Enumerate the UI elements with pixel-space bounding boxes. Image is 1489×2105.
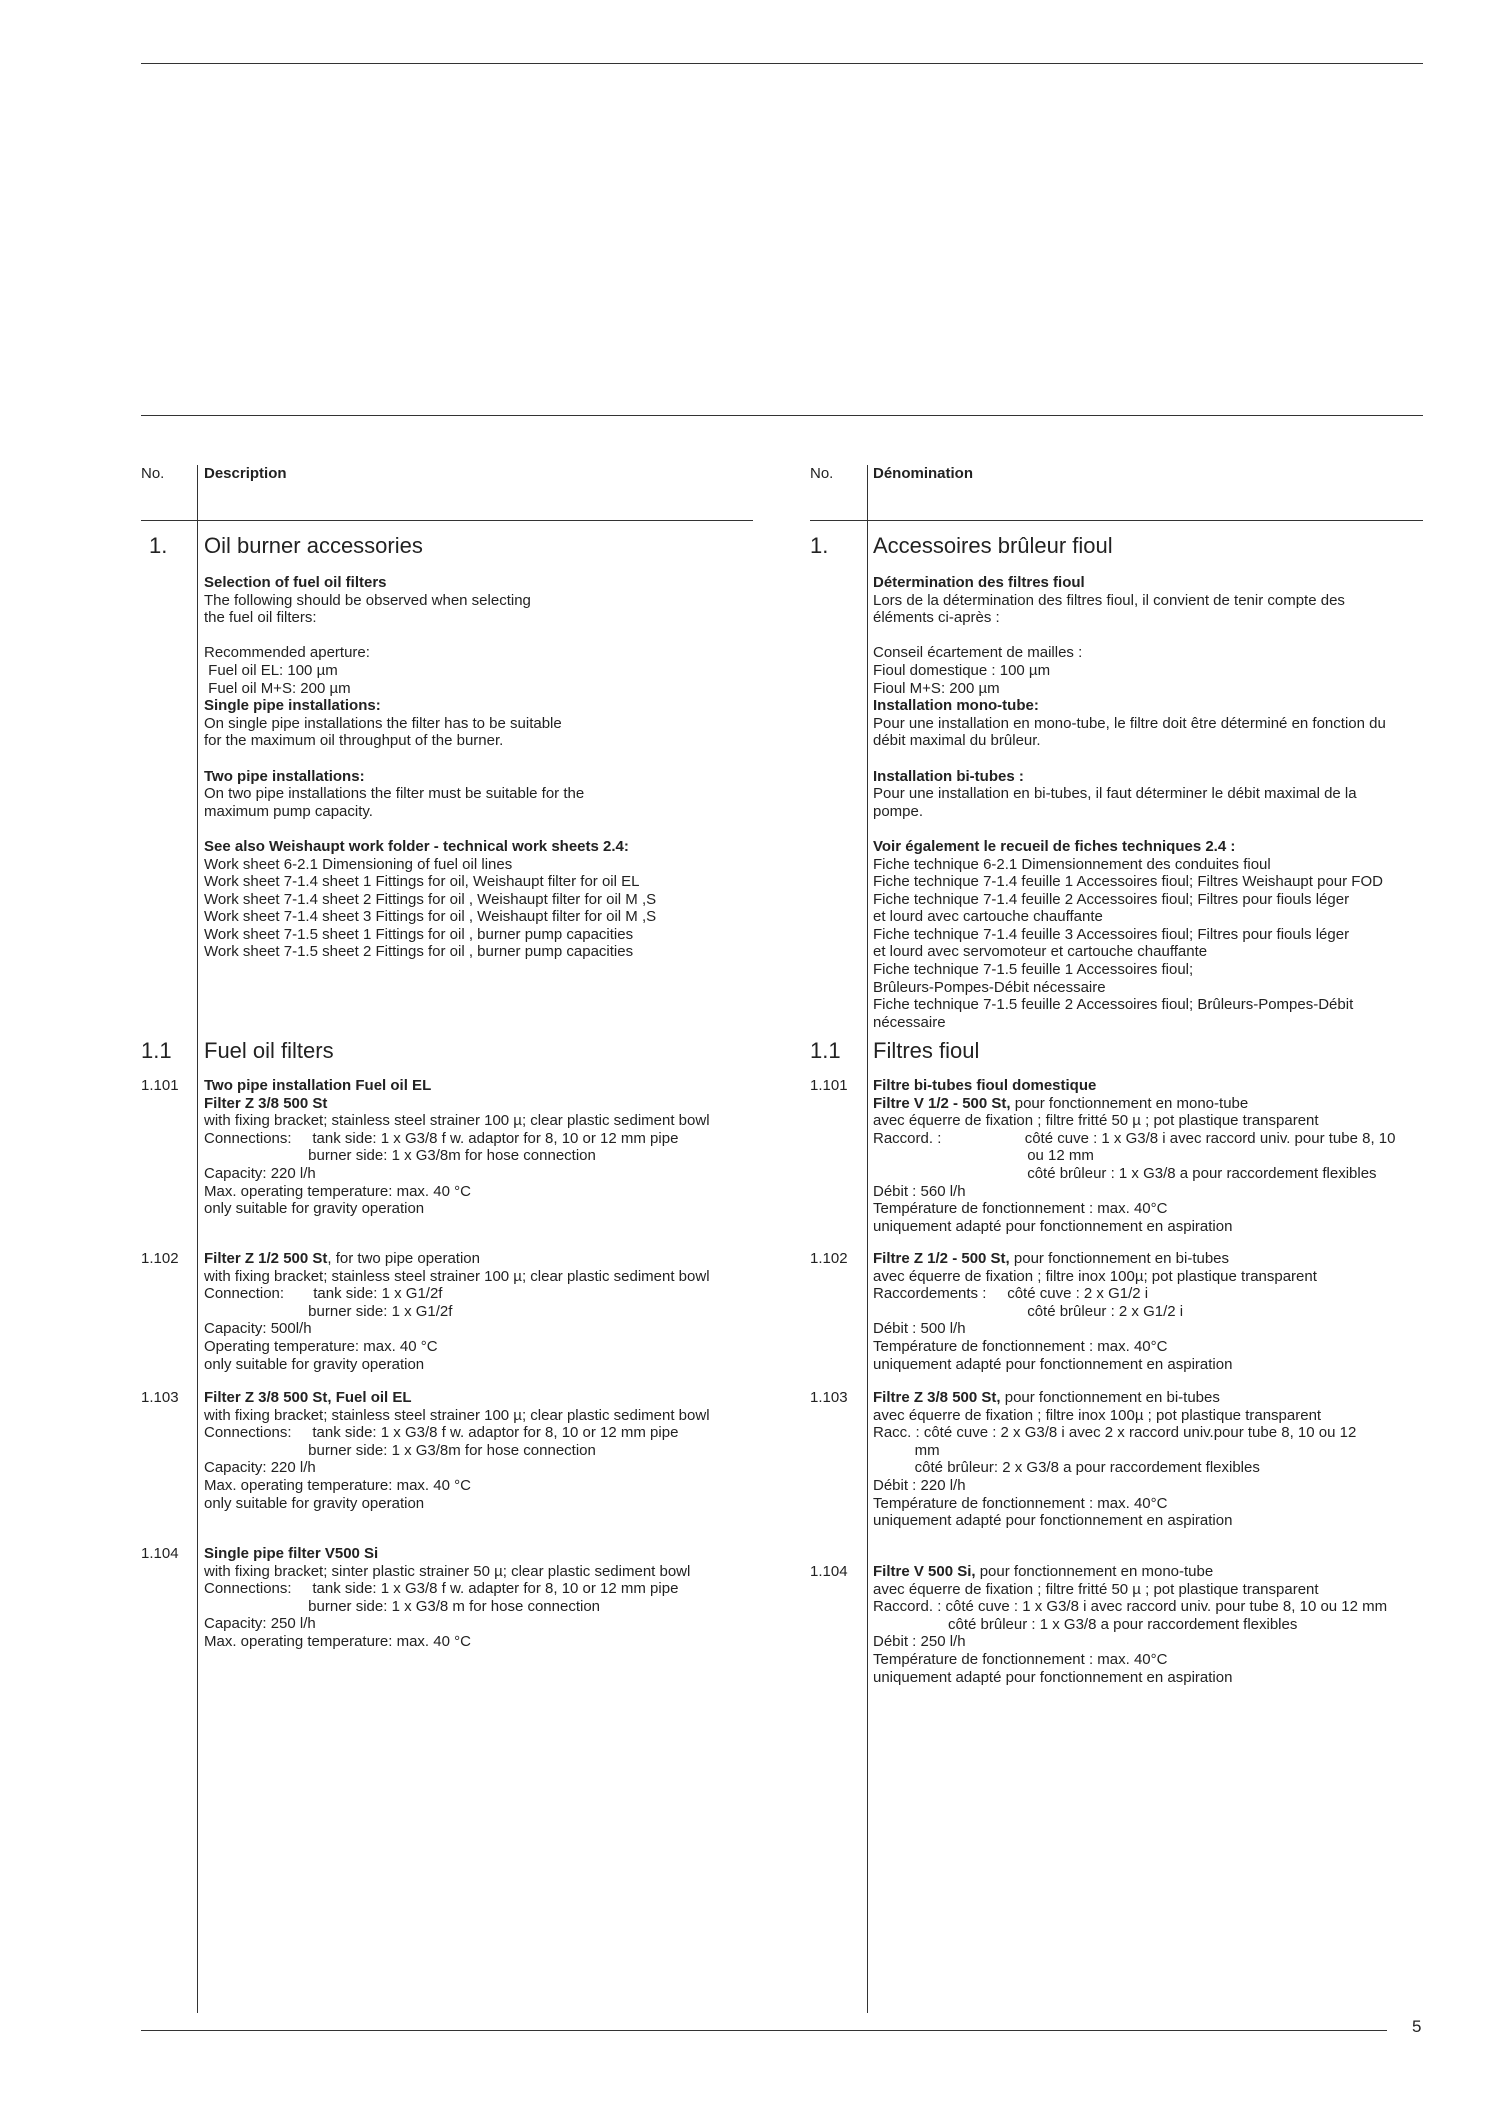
text-line [873,1495,1356,1513]
line-text: Work sheet 7-1.5 sheet 1 Fittings for oil , burner pump capacities [204,925,634,943]
line-text: Débit : 250 l/h [873,1633,966,1651]
line-text: burner side: 1 x G3/8 m for hose connection [204,1597,601,1615]
line-text: maximum pump capacity. [204,802,373,820]
fr-section1-body [873,574,1386,1031]
line-text: On two pipe installations the filter must be suitable for the [204,785,585,803]
text-line [204,1303,710,1321]
en-item-body [204,1389,710,1512]
line-text: Capacity: 220 l/h [204,1459,316,1477]
en-item-body [204,1250,710,1373]
text-line [204,715,656,733]
text-line [873,1014,1386,1032]
fr-section1-title: Accessoires brûleur fioul [873,533,1113,558]
text-line [873,1424,1356,1442]
text-line [204,838,656,856]
fr-item-number: 1.101 [810,1077,848,1094]
en-section2-number: 1.1 [141,1038,172,1063]
line-text: éléments ci-après : [873,609,1000,627]
text-line [873,1200,1395,1218]
line-text: with fixing bracket; sinter plastic strainer 50 µ; clear plastic sediment bowl [204,1562,691,1580]
line-text: côté brûleur : 1 x G3/8 a pour raccordement flexibles [873,1164,1377,1182]
bold-text: Détermination des filtres fioul [873,574,1085,591]
text-line [873,627,1386,645]
line-text: Raccordements : côté cuve : 2 x G1/2 i [873,1285,1149,1303]
text-line [873,697,1386,715]
top-rule [141,63,1423,64]
text-line [204,1320,710,1338]
text-line [204,1356,710,1374]
line-text: Connections: tank side: 1 x G3/8 f w. adapter for 8, 10 or 12 mm pipe [204,1580,679,1598]
line-text: Raccord. : côté cuve : 1 x G3/8 i avec raccord univ. pour tube 8, 10 ou 12 mm [873,1598,1388,1616]
text-line [873,1303,1317,1321]
line-text: Capacity: 250 l/h [204,1615,316,1633]
line-text: with fixing bracket; stainless steel strainer 100 µ; clear plastic sediment bowl [204,1406,710,1424]
en-item-body [204,1077,710,1218]
fr-item-body [873,1250,1317,1373]
text-line [873,873,1386,891]
text-line [873,1077,1395,1095]
text-line [204,697,656,715]
fr-header-denomination: Dénomination [873,465,973,482]
line-text: Lors de la détermination des filtres fioul, il convient de tenir compte des [873,591,1345,609]
left-column-divider [197,465,198,2013]
bold-text: Single pipe filter V500 Si [204,1545,379,1562]
line-text: Conseil écartement de mailles : [873,644,1083,662]
text-line [873,644,1386,662]
text-line [204,908,656,926]
text-line [873,715,1386,733]
text-line [204,768,656,786]
en-item-number: 1.101 [141,1077,179,1094]
bold-text: Filtre V 1/2 - 500 St, [873,1094,1011,1112]
text-line [873,1250,1317,1268]
text-line [873,1338,1317,1356]
text-line [873,750,1386,768]
text-line [204,1183,710,1201]
text-line [204,1615,690,1633]
fr-item-number: 1.104 [810,1563,848,1580]
line-text: Work sheet 7-1.4 sheet 2 Fittings for oil , Weishaupt filter for oil M ,S [204,890,657,908]
text-line [873,1442,1356,1460]
text-line [873,680,1386,698]
line-text: burner side: 1 x G3/8m for hose connection [204,1147,596,1165]
text-line [873,943,1386,961]
line-text: avec équerre de fixation ; filtre inox 100µ ; pot plastique transparent [873,1406,1322,1424]
text-line [204,873,656,891]
fr-item-number: 1.103 [810,1389,848,1406]
bold-text: Selection of fuel oil filters [204,574,387,591]
line-text: Racc. : côté cuve : 2 x G3/8 i avec 2 x raccord univ.pour tube 8, 10 ou 12 [873,1424,1357,1442]
text-line [873,1285,1317,1303]
line-text: et lourd avec servomoteur et cartouche chauffante [873,943,1208,961]
text-line [873,926,1386,944]
text-line [204,1563,690,1581]
text-line [204,785,656,803]
line-text: Capacity: 500l/h [204,1320,312,1338]
bold-text: Filtre bi-tubes fioul domestique [873,1077,1097,1094]
text-line [873,1112,1395,1130]
line-text: Max. operating temperature: max. 40 °C [204,1632,471,1650]
line-text: pour fonctionnement en mono-tube [975,1563,1214,1580]
line-text: Work sheet 6-2.1 Dimensioning of fuel oil lines [204,855,513,873]
line-text: Fioul M+S: 200 µm [873,679,1000,697]
line-text: Température de fonctionnement : max. 40°C [873,1200,1168,1218]
line-text: , for two pipe operation [327,1250,480,1267]
text-line [873,1218,1395,1236]
text-line [204,732,656,750]
line-text: avec équerre de fixation ; filtre fritté 50 µ ; pot plastique transparent [873,1112,1319,1130]
fr-section1-number: 1. [810,533,829,558]
bold-text: Voir également le recueil de fiches techniques 2.4 : [873,837,1236,855]
line-text: Pour une installation en bi-tubes, il faut déterminer le débit maximal de la [873,785,1357,803]
line-text: pompe. [873,802,924,820]
text-line [873,1320,1317,1338]
text-line [204,1200,710,1218]
line-text: burner side: 1 x G1/2f [204,1302,453,1320]
text-line [204,1459,710,1477]
line-text: Fiche technique 7-1.4 feuille 3 Accessoires fioul; Filtres pour fiouls léger [873,925,1350,943]
text-line [873,662,1386,680]
line-text: pour fonctionnement en bi-tubes [1000,1389,1220,1406]
text-line [873,1407,1356,1425]
line-text: nécessaire [873,1013,946,1031]
text-line [873,838,1386,856]
line-text: avec équerre de fixation ; filtre fritté 50 µ ; pot plastique transparent [873,1580,1319,1598]
line-text: côté brûleur : 2 x G1/2 i [873,1302,1184,1320]
line-text: Température de fonctionnement : max. 40°C [873,1494,1168,1512]
text-line [873,1616,1387,1634]
header-bottom-rule-left [141,520,753,521]
text-line [873,1389,1356,1407]
line-text: Fiche technique 7-1.4 feuille 1 Accessoires fioul; Filtres Weishaupt pour FOD [873,873,1383,891]
line-text: Operating temperature: max. 40 °C [204,1337,438,1355]
text-line [873,1095,1395,1113]
text-line [204,1077,710,1095]
text-line [204,1495,710,1513]
fr-item-body [873,1389,1356,1530]
line-text: Fioul domestique : 100 µm [873,661,1051,679]
text-line [204,1442,710,1460]
en-item-number: 1.103 [141,1389,179,1406]
fr-item-number: 1.102 [810,1250,848,1267]
line-text: for the maximum oil throughput of the burner. [204,732,504,750]
text-line [873,785,1386,803]
text-line [873,996,1386,1014]
line-text: mm [873,1441,940,1459]
line-text: Connections: tank side: 1 x G3/8 f w. adaptor for 8, 10 or 12 mm pipe [204,1129,679,1147]
line-text: uniquement adapté pour fonctionnement en aspiration [873,1512,1233,1530]
text-line [873,1459,1356,1477]
line-text: Work sheet 7-1.4 sheet 3 Fittings for oil , Weishaupt filter for oil M ,S [204,908,657,926]
bold-text: Two pipe installation Fuel oil EL [204,1077,432,1094]
line-text: burner side: 1 x G3/8m for hose connection [204,1441,596,1459]
line-text: Fiche technique 6-2.1 Dimensionnement des conduites fioul [873,855,1271,873]
text-line [204,1130,710,1148]
text-line [204,1112,710,1130]
text-line [204,592,656,610]
line-text: Pour une installation en mono-tube, le filtre doit être déterminé en fonction du [873,714,1386,732]
header-bottom-rule-right [810,520,1423,521]
text-line [873,979,1386,997]
bold-text: Filtre Z 3/8 500 St, [873,1389,1001,1406]
bold-text: Two pipe installations: [204,767,365,785]
line-text: uniquement adapté pour fonctionnement en aspiration [873,1217,1233,1235]
text-line [873,803,1386,821]
line-text: only suitable for gravity operation [204,1355,425,1373]
line-text: Recommended aperture: [204,644,370,662]
line-text: The following should be observed when selecting [204,591,531,609]
text-line [873,856,1386,874]
text-line [204,1147,710,1165]
text-line [873,1165,1395,1183]
line-text: only suitable for gravity operation [204,1200,425,1218]
text-line [204,1095,710,1113]
text-line [873,1130,1395,1148]
right-column-divider [867,465,868,2013]
line-text: Fiche technique 7-1.5 feuille 1 Accessoires fioul; [873,961,1194,979]
text-line [204,891,656,909]
fr-section2-number: 1.1 [810,1038,841,1063]
text-line [204,662,656,680]
text-line [204,1165,710,1183]
bold-text: Filter Z 3/8 500 St [204,1094,328,1112]
text-line [873,1633,1387,1651]
line-text: Connection: tank side: 1 x G1/2f [204,1285,443,1303]
line-text: only suitable for gravity operation [204,1494,425,1512]
line-text: côté brûleur : 1 x G3/8 a pour raccordement flexibles [873,1615,1298,1633]
fr-item-body [873,1077,1395,1235]
en-item-number: 1.104 [141,1545,179,1562]
line-text: Fiche technique 7-1.4 feuille 2 Accessoires fioul; Filtres pour fiouls léger [873,890,1350,908]
line-text: Raccord. : côté cuve : 1 x G3/8 i avec raccord univ. pour tube 8, 10 [873,1129,1396,1147]
line-text: Fuel oil EL: 100 µm [204,661,338,679]
line-text: Work sheet 7-1.4 sheet 1 Fittings for oil, Weishaupt filter for oil EL [204,873,640,891]
text-line [873,1512,1356,1530]
text-line [873,1581,1387,1599]
text-line [873,820,1386,838]
text-line [873,732,1386,750]
line-text: Fiche technique 7-1.5 feuille 2 Accessoires fioul; Brûleurs-Pompes-Débit [873,996,1354,1014]
text-line [873,1651,1387,1669]
line-text: pour fonctionnement en bi-tubes [1009,1250,1230,1267]
line-text: avec équerre de fixation ; filtre inox 100µ; pot plastique transparent [873,1267,1317,1285]
line-text: uniquement adapté pour fonctionnement en aspiration [873,1355,1233,1373]
line-text: Débit : 500 l/h [873,1320,966,1338]
line-text: Fuel oil M+S: 200 µm [204,679,351,697]
en-header-description: Description [204,465,287,482]
text-line [204,574,656,592]
bold-text: Installation bi-tubes : [873,767,1024,785]
fr-item-body [873,1563,1387,1686]
text-line [873,1147,1395,1165]
text-line [873,1356,1317,1374]
bold-text: Filter Z 1/2 500 St [204,1250,328,1267]
text-line [204,803,656,821]
line-text: with fixing bracket; stainless steel strainer 100 µ; clear plastic sediment bowl [204,1112,710,1130]
page-number: 5 [1412,2017,1422,2036]
text-line [204,820,656,838]
text-line [204,1338,710,1356]
line-text: Débit : 220 l/h [873,1476,966,1494]
line-text: Température de fonctionnement : max. 40°C [873,1650,1168,1668]
text-line [204,750,656,768]
text-line [204,943,656,961]
line-text: with fixing bracket; stainless steel strainer 100 µ; clear plastic sediment bowl [204,1267,710,1285]
line-text: Connections: tank side: 1 x G3/8 f w. adaptor for 8, 10 or 12 mm pipe [204,1424,679,1442]
text-line [873,1183,1395,1201]
line-text: the fuel oil filters: [204,609,317,627]
bold-text: Filtre V 500 Si, [873,1563,976,1580]
line-text: Work sheet 7-1.5 sheet 2 Fittings for oil , burner pump capacities [204,943,634,961]
line-text: uniquement adapté pour fonctionnement en aspiration [873,1668,1233,1686]
en-section1-body [204,574,656,961]
bold-text: See also Weishaupt work folder - technical work sheets 2.4: [204,837,629,855]
text-line [873,592,1386,610]
text-line [204,1285,710,1303]
text-line [204,1598,690,1616]
text-line [204,1580,690,1598]
text-line [204,856,656,874]
bold-text: Filter Z 3/8 500 St, Fuel oil EL [204,1389,412,1406]
text-line [873,768,1386,786]
line-text: débit maximal du brûleur. [873,732,1041,750]
line-text: pour fonctionnement en mono-tube [1010,1094,1249,1112]
text-line [204,1389,710,1407]
line-text: et lourd avec cartouche chauffante [873,908,1103,926]
text-line [204,1633,690,1651]
line-text: Température de fonctionnement : max. 40°C [873,1337,1168,1355]
text-line [204,680,656,698]
text-line [204,1268,710,1286]
text-line [204,1477,710,1495]
text-line [873,1598,1387,1616]
text-line [873,1268,1317,1286]
text-line [204,926,656,944]
en-section2-title: Fuel oil filters [204,1038,334,1063]
bold-text: Single pipe installations: [204,697,381,715]
text-line [204,627,656,645]
line-text: ou 12 mm [873,1147,1094,1165]
text-line [873,891,1386,909]
fr-section2-title: Filtres fioul [873,1038,980,1063]
en-item-number: 1.102 [141,1250,179,1267]
text-line [204,644,656,662]
line-text: Max. operating temperature: max. 40 °C [204,1476,471,1494]
text-line [204,1250,710,1268]
bottom-rule [141,2030,1387,2031]
line-text: Débit : 560 l/h [873,1182,966,1200]
text-line [873,1477,1356,1495]
line-text: Capacity: 220 l/h [204,1164,316,1182]
bold-text: Filtre Z 1/2 - 500 St, [873,1250,1010,1267]
text-line [204,1545,690,1563]
text-line [873,1563,1387,1581]
en-section1-title: Oil burner accessories [204,533,423,558]
text-line [873,908,1386,926]
line-text: On single pipe installations the filter has to be suitable [204,714,562,732]
text-line [873,574,1386,592]
header-top-rule [141,415,1423,416]
fr-header-no: No. [810,465,834,482]
line-text: Brûleurs-Pompes-Débit nécessaire [873,978,1106,996]
text-line [204,609,656,627]
bold-text: Installation mono-tube: [873,697,1039,715]
line-text: côté brûleur: 2 x G3/8 a pour raccordement flexibles [873,1459,1260,1477]
line-text: Max. operating temperature: max. 40 °C [204,1182,471,1200]
text-line [204,1424,710,1442]
text-line [204,1407,710,1425]
en-header-no: No. [141,465,165,482]
en-item-body [204,1545,690,1651]
text-line [873,609,1386,627]
en-section1-number: 1. [149,533,168,558]
text-line [873,961,1386,979]
text-line [873,1669,1387,1687]
